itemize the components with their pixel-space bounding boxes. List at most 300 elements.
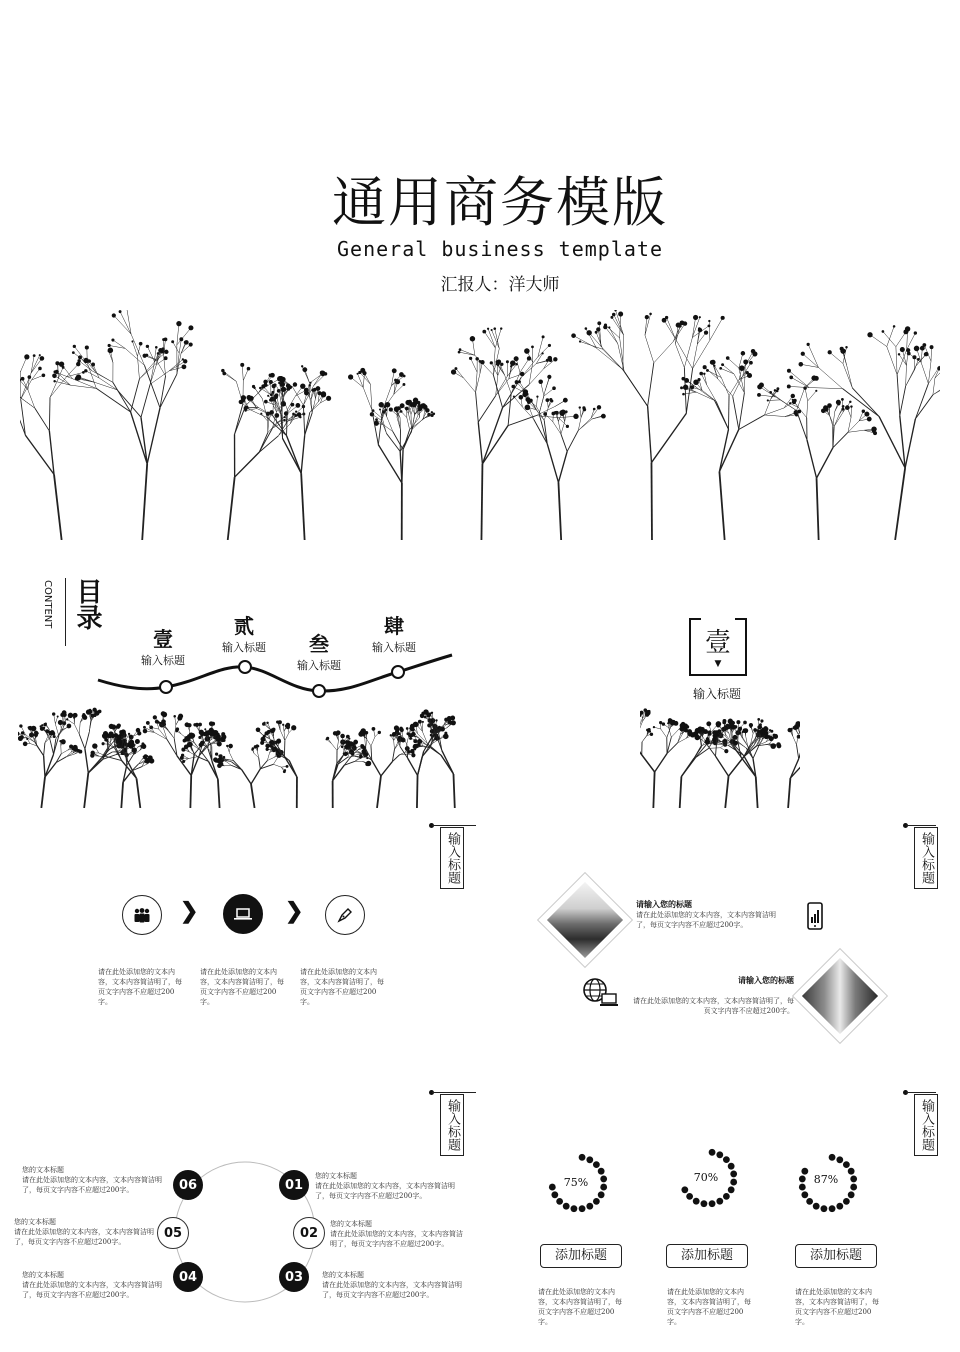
plant-bud [33,354,36,357]
plant-stem [797,411,807,440]
progress-dot [709,1149,716,1156]
plant-bud [699,316,701,318]
plant-stem [561,422,565,434]
plant-bud [733,735,738,740]
plant-bud [316,386,321,391]
plant-stem [807,440,817,478]
plant-bud [849,401,851,403]
plant-bud [379,402,384,407]
plant-bud [542,335,545,338]
plant-bud [703,373,705,375]
plant-bud [320,371,326,377]
progress-dot [728,1163,735,1170]
plant-bud [39,354,41,356]
plant-stem [147,408,160,464]
section1-box-top-left [689,618,701,620]
plant-bud [698,327,701,330]
progress-dot [701,1200,708,1207]
plant-stem [442,751,454,774]
cover-reporter: 汇报人：洋大师 [440,275,560,295]
percent-text-2: 请在此处添加您的文本内容，文本内容简洁明了，每页文字内容不应超过200字。 [667,1288,751,1326]
plant-bud [695,728,701,734]
progress-dot [716,1151,723,1158]
plant-stem [567,430,578,451]
plant-stem [166,729,174,739]
plant-bud [713,365,715,367]
plant-stem [721,368,734,374]
plant-stem [218,779,220,808]
plant-stem [136,778,140,808]
plant-bud [119,310,122,313]
plant-bud [741,351,746,356]
plant-bud [799,362,804,367]
plant-stem [242,365,243,381]
plant-stem [301,435,305,473]
plant-stem [843,363,852,388]
plant-stem [921,362,928,383]
progress-dot [801,1191,808,1198]
plant-stem [505,375,512,394]
plant-stem [305,412,310,435]
plant-bud [355,742,357,744]
plant-stem [311,390,313,399]
plant-stem [675,338,692,368]
plant-bud [370,412,374,416]
plant-bud [246,406,249,409]
plant-bud [292,413,295,416]
plant-stem [235,406,246,435]
plant-bud [671,722,675,726]
plant-bud [454,367,457,370]
plant-bud [153,715,157,719]
plant-bud [393,732,396,735]
plant-bud [53,380,55,382]
plant-bud [222,372,226,376]
plant-bud [566,425,569,428]
plant-bud [653,726,655,728]
progress-dot [829,1154,836,1161]
plant-stem [702,736,703,746]
plant-bud [76,362,80,366]
plant-bud [345,747,348,750]
plant-bud [411,750,415,754]
progress-dot [813,1203,820,1210]
plant-bud [228,744,233,749]
plant-stem [381,762,392,776]
plant-bud [344,752,348,756]
plant-bud [411,728,415,732]
plant-bud [708,320,710,322]
plant-bud [137,731,141,735]
plant-stem [476,392,479,422]
plant-bud [61,739,66,744]
plant-bud [244,409,246,411]
plant-bud [389,408,393,412]
plant-stem [459,352,475,355]
progress-dot [681,1186,688,1193]
plant-bud [183,359,187,363]
cover-subtitle: General business template [336,237,664,261]
plant-bud [164,356,168,360]
plant-stem [684,337,692,367]
plant-bud [645,710,651,716]
plant-stem [228,477,235,540]
plant-stem [478,422,482,464]
plant-bud [893,325,896,328]
plant-bud [424,716,427,719]
progress-dot [598,1191,605,1198]
plant-stem [915,384,928,419]
plant-stem [251,769,260,784]
plant-bud [102,742,105,745]
plant-bud [143,726,146,729]
plant-stem [605,325,619,338]
plant-bud [384,405,387,408]
toc-divider [65,578,66,646]
plant-bud [396,729,399,732]
plant-bud [850,405,852,407]
plant-bud [289,386,292,389]
plant-bud [699,372,703,376]
progress-dot [843,1198,850,1205]
plant-bud [359,756,361,758]
plant-bud [814,376,819,381]
plant-stem [131,412,148,464]
section1-label: 输入标题 [692,687,741,701]
plant-bud [500,327,502,329]
step-02-marker: 02 [293,1217,325,1249]
toc-item-3[interactable] [288,628,350,673]
plant-bud [200,741,205,746]
toc-item-numeral: 壹 [153,627,173,651]
plant-stem [235,404,243,435]
plant-stem [603,349,624,371]
plant-bud [659,721,662,724]
plant-stem [848,417,851,432]
progress-dot [593,1161,600,1168]
plant-bud [469,357,472,360]
plant-bud [752,351,757,356]
plant-bud [184,736,189,741]
plant-bud [73,747,77,751]
plant-bud [278,382,281,385]
plant-stem [709,748,721,749]
toc-item-label: 输入标题 [222,641,266,654]
plant-bud [164,337,168,341]
plant-stem [605,327,617,343]
plant-stem [377,776,381,808]
step-body: 请在此处添加您的文本内容，文本内容简洁明了，每页文字内容不应超过200字。 [22,1281,162,1299]
plant-bud [256,744,259,747]
plant-bud [358,371,361,374]
plant-bud [906,348,910,352]
plant-bud [392,368,397,373]
plant-bud [495,360,498,363]
plant-bud [182,364,187,369]
plant-bud [217,759,222,764]
plant-stem [471,358,477,372]
vertical-title: 输入标题 [440,827,464,889]
plant-bud [45,723,47,725]
plant-bud [78,355,82,359]
plant-bud [270,393,273,396]
plant-bud [261,384,265,388]
plant-bud [523,389,528,394]
progress-dot [551,1191,558,1198]
toc-item-2[interactable] [213,610,275,655]
plant-bud [726,356,730,360]
plant-stem [545,378,549,391]
plant-bud [769,729,771,731]
plant-stem [54,474,62,540]
plant-stem [372,410,378,445]
plant-bud [308,384,310,386]
toc-side-label: CONTENT [42,580,53,629]
phone-chart-icon [806,902,826,934]
plant-stem [671,730,678,738]
block1-heading: 请输入您的标题 [636,900,692,909]
plant-bud [112,313,116,317]
plant-bud [559,410,564,415]
plant-stem [242,770,251,784]
plant-stem [50,377,67,398]
cover-plants-illustration [20,310,940,540]
plant-bud [585,327,588,330]
plant-stem [283,438,302,473]
plant-stem [371,737,375,746]
plant-bud [270,373,275,378]
plant-stem [159,729,167,739]
title-line [906,1092,936,1093]
plant-bud [219,755,222,758]
plant-stem [20,358,21,371]
plant-stem [537,397,538,407]
plant-bud [187,723,191,727]
plant-bud [188,742,193,747]
plant-stem [580,408,581,418]
progress-dot [571,1205,578,1212]
plant-stem [539,391,545,414]
plant-bud [304,388,309,393]
plant-stem [338,756,343,764]
plant-bud [402,404,404,406]
plant-bud [515,363,517,365]
step-title: 您的文本标题 [330,1220,372,1228]
plant-stem [883,331,896,346]
add-title-button-1[interactable]: 添加标题 [540,1244,622,1268]
plant-bud [597,321,601,325]
plant-bud [538,380,543,385]
plant-bud [251,749,253,751]
plant-bud [586,330,591,335]
plant-stem [899,354,906,365]
plant-bud [91,363,95,367]
plant-bud [563,398,568,403]
plant-bud [418,720,422,724]
plant-stem [293,387,304,405]
plant-bud [862,410,865,413]
plant-bud [645,315,649,319]
progress-dot [716,1198,723,1205]
plant-stem [709,321,710,340]
plant-stem [723,365,734,374]
plant-stem [667,318,675,339]
add-title-button-3[interactable]: 添加标题 [795,1244,877,1268]
plant-bud [184,340,189,345]
plant-stem [808,391,817,401]
plant-bud [340,734,345,739]
plant-bud [917,358,920,361]
plant-stem [403,429,412,449]
plant-bud [372,727,376,731]
plant-bud [45,729,49,733]
plant-stem [418,751,424,775]
plant-bud [145,759,149,763]
plant-stem [85,749,88,773]
plant-bud [293,382,297,386]
plant-stem [31,356,34,374]
block1-text: 请在此处添加您的文本内容，文本内容简洁明了，每页文字内容不应超过200字。 [636,911,776,929]
title-line [432,1092,476,1093]
plant-bud [411,732,416,737]
plant-bud [366,761,371,766]
plant-stem [733,396,739,429]
plant-bud [793,726,796,729]
section1-numeral: 壹 [704,628,731,658]
plant-bud [713,741,716,744]
plant-stem [648,363,654,406]
progress-dot [563,1203,570,1210]
plant-bud [593,408,596,411]
plant-bud [451,369,456,374]
plant-bud [117,735,121,739]
plant-bud [143,743,145,745]
plant-bud [716,723,720,727]
plant-stem [44,756,45,777]
plant-bud [553,357,557,361]
plant-stem [49,397,50,431]
plant-stem [897,375,900,416]
plant-bud [204,732,208,736]
toc-item-4[interactable] [363,610,425,655]
plant-bud [269,744,272,747]
plant-stem [268,420,269,432]
toc-item-label: 输入标题 [141,654,185,667]
plant-bud [914,331,917,334]
plant-stem [407,744,408,758]
plant-stem [614,315,624,335]
plant-bud [246,395,251,400]
plant-bud [924,352,928,356]
progress-dot [836,1156,843,1163]
progress-dot [586,1203,593,1210]
plant-bud [360,744,362,746]
plant-bud [77,359,80,362]
plant-stem [456,369,464,378]
plant-bud [326,738,328,740]
plant-bud [788,728,792,732]
plant-bud [259,387,262,390]
plant-bud [72,351,75,354]
plant-bud [684,729,687,732]
plant-stem [642,755,655,772]
plant-stem [55,724,58,736]
plant-bud [400,410,403,413]
plant-stem [482,426,508,464]
step-06-text [22,1165,162,1195]
plant-stem [807,401,808,418]
plant-bud [747,373,752,378]
plant-bud [374,421,379,426]
plant-bud [375,418,378,421]
plant-bud [555,411,559,415]
plant-bud [841,398,844,401]
plant-bud [900,347,905,352]
plant-bud [769,391,772,394]
plant-bud [177,716,182,721]
plant-bud [149,758,153,762]
plant-bud [87,359,91,363]
plant-bud [24,354,29,359]
people-icon [122,895,162,935]
plant-stem [402,450,403,483]
plant-stem [520,358,529,372]
plant-bud [175,730,178,733]
plant-bud [162,712,167,717]
plant-stem [411,414,412,431]
plant-bud [724,749,728,753]
percent-text-3: 请在此处添加您的文本内容，文本内容简洁明了，每页文字内容不应超过200字。 [795,1288,879,1326]
plant-bud [18,736,23,741]
plant-bud [188,325,193,330]
plant-bud [480,360,484,364]
plant-stem [896,332,906,347]
plant-stem [721,378,729,396]
plant-bud [179,337,183,341]
plant-bud [123,731,125,733]
plant-stem [190,775,191,808]
plant-bud [240,363,244,367]
plant-bud [145,354,148,357]
plant-bud [296,403,301,408]
plant-stem [905,419,915,468]
toc-item-1[interactable] [132,623,194,668]
plant-bud [71,748,73,750]
plant-bud [209,721,214,726]
plant-bud [582,406,585,409]
plant-bud [91,752,93,754]
plant-bud [487,328,489,330]
plant-bud [682,393,685,396]
plant-bud [286,765,289,768]
plant-stem [716,401,728,429]
plant-bud [406,727,409,730]
plant-stem [719,429,728,471]
plant-bud [579,340,581,342]
plant-stem [147,346,154,361]
plant-stem [145,365,160,407]
plant-bud [40,356,45,361]
plant-stem [224,373,236,381]
plant-bud [108,344,111,347]
add-title-button-2[interactable]: 添加标题 [666,1244,748,1268]
plant-stem [761,385,775,397]
plant-bud [573,414,578,419]
plant-stem [348,757,355,758]
plant-stem [58,367,63,378]
plant-bud [828,350,832,354]
plant-bud [241,398,245,402]
